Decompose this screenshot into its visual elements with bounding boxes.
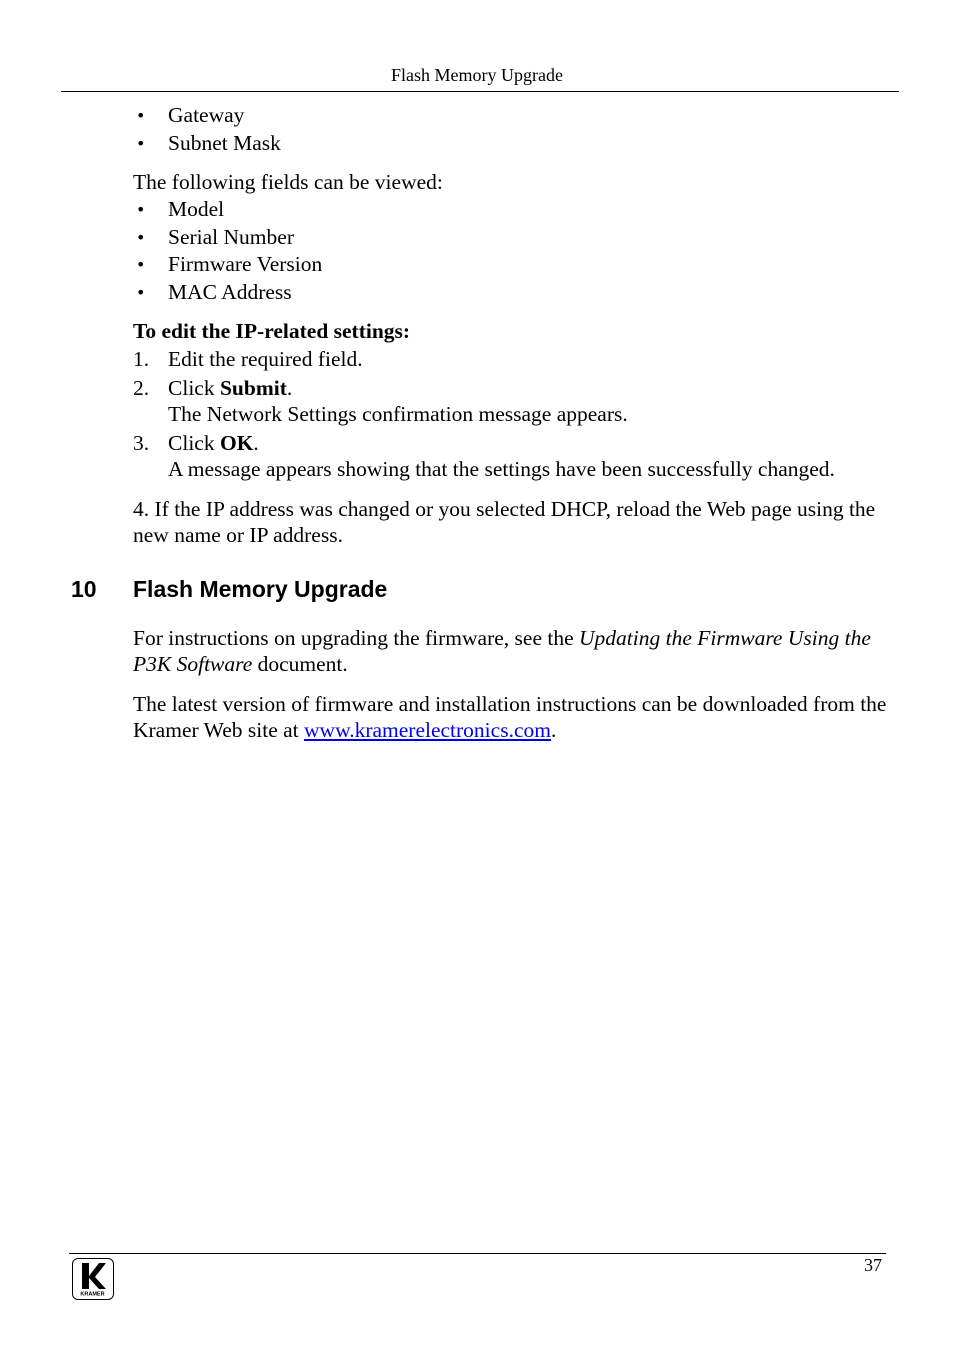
section-title: Flash Memory Upgrade [133,576,388,602]
page-number: 37 [864,1255,882,1275]
procedure-heading: To edit the IP-related settings: [133,319,411,343]
paragraph-text: document. [252,652,348,676]
step-punct: . [286,376,293,400]
list-item: • Gateway [133,102,281,130]
step-4: 4. If the IP address was changed or you selected DHCP, reload the Web page using the new name or IP address. [133,497,876,547]
kramer-logo [72,1258,114,1300]
list-item: • Firmware Version [133,251,322,279]
section-number: 10 [71,576,97,602]
submit-term: Submit [219,376,287,400]
step-text: Click [168,431,220,455]
paragraph-text: . [550,718,557,742]
procedure-steps [133,346,893,485]
step-number: 1. [133,347,150,371]
step-2 [133,375,893,427]
footer-divider [69,1253,886,1254]
step-note: A message appears showing that the settings have been successfully changed. [168,457,835,481]
firmware-instructions-paragraph [133,625,893,677]
step-note: The Network Settings confirmation message appears. [168,402,628,426]
step-3 [133,430,893,482]
viewed-fields-list [133,196,322,306]
svg-text:KRAMER: KRAMER [80,1291,105,1298]
step-punct: . [253,431,259,455]
list-item: • Model [133,196,322,224]
running-header: Flash Memory Upgrade [391,65,563,85]
step-1 [133,346,893,372]
section-heading [71,574,387,604]
header-divider [61,91,899,92]
step-number: 2. [133,376,150,400]
kramer-website-link[interactable]: www.kramerelectronics.com [304,718,551,742]
document-title: Updating the Firmware Using the P3K Software [133,626,871,676]
step-text: Click [168,376,220,400]
ok-term: OK [219,431,254,455]
list-item: • MAC Address [133,279,322,307]
list-item: • Serial Number [133,224,322,252]
paragraph-text: The latest version of firmware and installation instructions can be downloaded from the Kramer Web site at [133,692,887,742]
settings-bullet-list [133,102,281,157]
paragraph-text: For instructions on upgrading the firmware, see the [133,626,580,650]
viewed-fields-intro: The following fields can be viewed: [133,170,443,194]
step-number: 3. [133,431,150,455]
download-paragraph [133,691,893,743]
list-item: • Subnet Mask [133,130,281,158]
step-text: Edit the required field. [168,347,363,371]
